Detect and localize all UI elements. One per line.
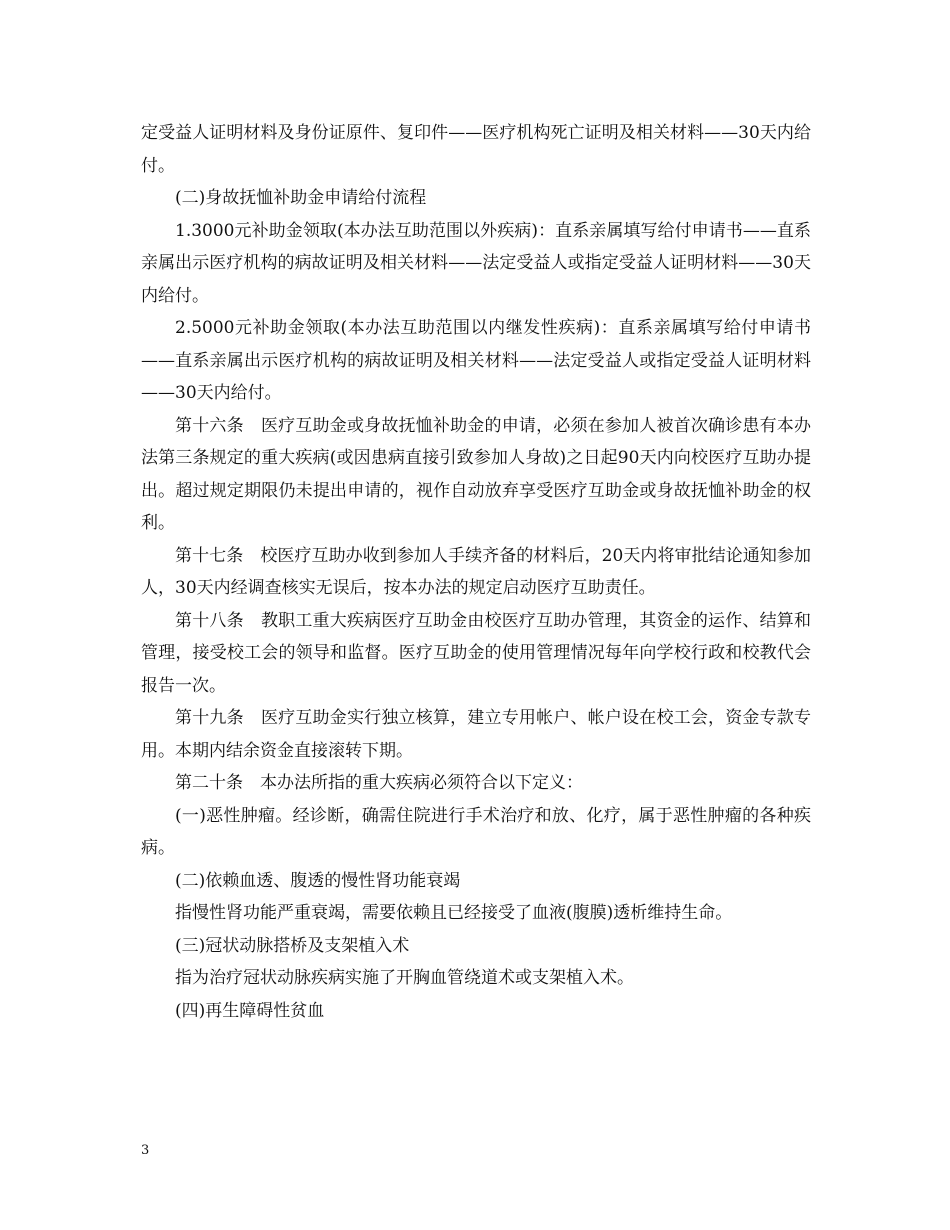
paragraph: 第十七条 校医疗互助办收到参加人手续齐备的材料后，20天内将审批结论通知参加人，30天内经调查核实无误后，按本办法的规定启动医疗互助责任。 (141, 545, 811, 598)
paragraph: (三)冠状动脉搭桥及支架植入术 (175, 935, 410, 956)
paragraph: 定受益人证明材料及身份证原件、复印件——医疗机构死亡证明及相关材料——30天内给付。 (141, 123, 811, 176)
paragraph: 第十六条 医疗互助金或身故抚恤补助金的申请，必须在参加人被首次确诊患有本办法第三条规定的重大疾病(或因患病直接引致参加人身故)之日起90天内向校医疗互助办提出。超过规定期限仍未提出申请的，视作自动放弃享受医疗互助金或身故抚恤补助金的权利。 (141, 415, 811, 533)
paragraph: (四)再生障碍性贫血 (175, 1000, 325, 1021)
paragraph: 第二十条 本办法所指的重大疾病必须符合以下定义： (175, 773, 583, 793)
paragraph: (一)恶性肿瘤。经诊断，确需住院进行手术治疗和放、化疗，属于恶性肿瘤的各种疾病。 (141, 805, 811, 858)
paragraph: 第十八条 教职工重大疾病医疗互助金由校医疗互助办管理，其资金的运作、结算和管理，接受校工会的领导和监督。医疗互助金的使用管理情况每年向学校行政和校教代会报告一次。 (141, 610, 811, 696)
paragraph: 指为治疗冠状动脉疾病实施了开胸血管绕道术或支架植入术。 (175, 968, 634, 988)
page-number: 3 (141, 1143, 150, 1158)
document-body (141, 117, 811, 1027)
paragraph: (二)身故抚恤补助金申请给付流程 (175, 188, 427, 208)
paragraph: 指慢性肾功能严重衰竭，需要依赖且已经接受了血液(腹膜)透析维持生命。 (175, 903, 733, 923)
paragraph: 第十九条 医疗互助金实行独立核算，建立专用帐户、帐户设在校工会，资金专款专用。本期内结余资金直接滚转下期。 (141, 708, 811, 761)
paragraph: (二)依赖血透、腹透的慢性肾功能衰竭 (175, 870, 461, 891)
paragraph: 1.3000元补助金领取(本办法互助范围以外疾病)：直系亲属填写给付申请书——直系亲属出示医疗机构的病故证明及相关材料——法定受益人或指定受益人证明材料——30天内给付。 (141, 220, 811, 306)
paragraph: 2.5000元补助金领取(本办法互助范围以内继发性疾病)：直系亲属填写给付申请书——直系亲属出示医疗机构的病故证明及相关材料——法定受益人或指定受益人证明材料——30天内给付。 (141, 318, 811, 403)
